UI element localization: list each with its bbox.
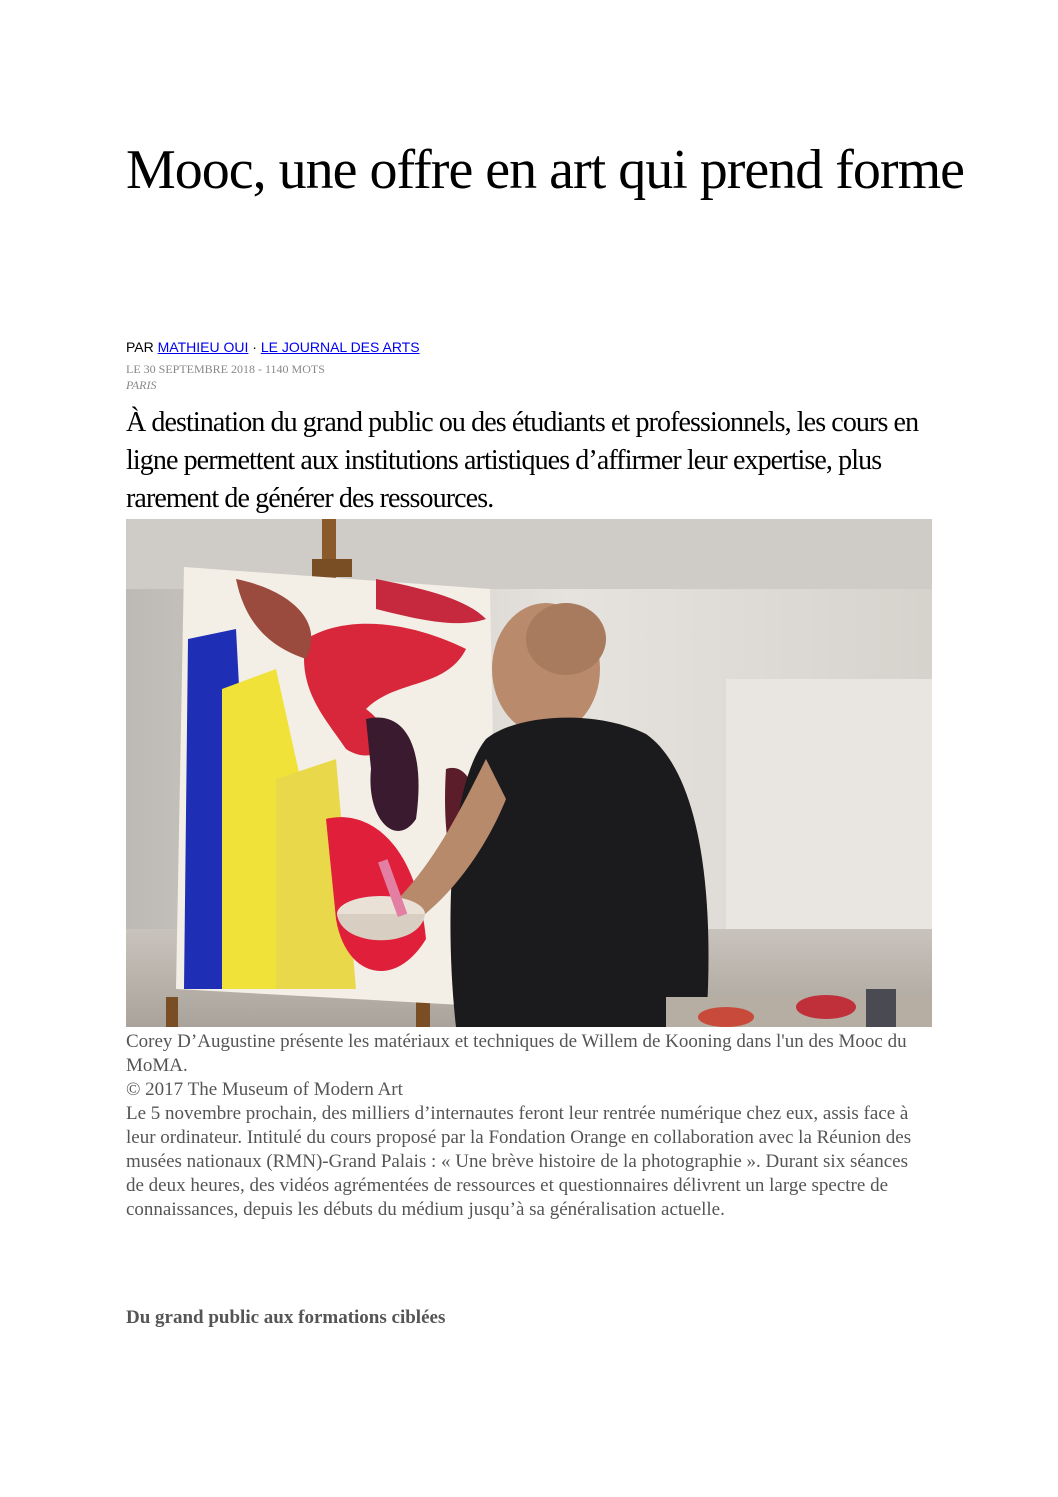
byline [126,338,420,356]
byline-separator: · [248,339,261,355]
photo-credit: © 2017 The Museum of Modern Art [126,1079,403,1100]
article-lead: À destination du grand public ou des étudiants et professionnels, les cours en ligne permettent aux institutions artistiques d’affirmer leur expertise, plus rarement de générer des ressources. [126,407,919,514]
article-body-paragraph: Le 5 novembre prochain, des milliers d’internautes feront leur rentrée numérique chez eux, assis face à leur ordinateur. Intitulé du cours proposé par la Fondation Orange en collaboration avec la Réunion des musées nationaux (RMN)-Grand Palais : « Une brève histoire de la photographie ». Durant six séances de deux heures, des vidéos agrémentées de ressources et questionnaires délivrent un large spectre de connaissances, depuis les débuts du médium jusqu’à sa généralisation actuelle. [126,1103,912,1220]
author-link[interactable]: MATHIEU OUI [157,339,249,355]
painting-scene-illustration [126,519,932,1027]
publication-link[interactable]: LE JOURNAL DES ARTS [260,339,420,355]
article-photo [126,519,932,1027]
article-title: Mooc, une offre en art qui prend forme [126,139,964,201]
section-subheading: Du grand public aux formations ciblées [126,1307,446,1328]
byline-prefix: PAR [126,339,158,355]
dateline: LE 30 SEPTEMBRE 2018 - 1140 MOTS [126,362,325,376]
photo-caption: Corey D’Augustine présente les matériaux et techniques de Willem de Kooning dans l'un des Mooc du MoMA. [126,1031,907,1076]
location: PARIS [126,378,157,392]
